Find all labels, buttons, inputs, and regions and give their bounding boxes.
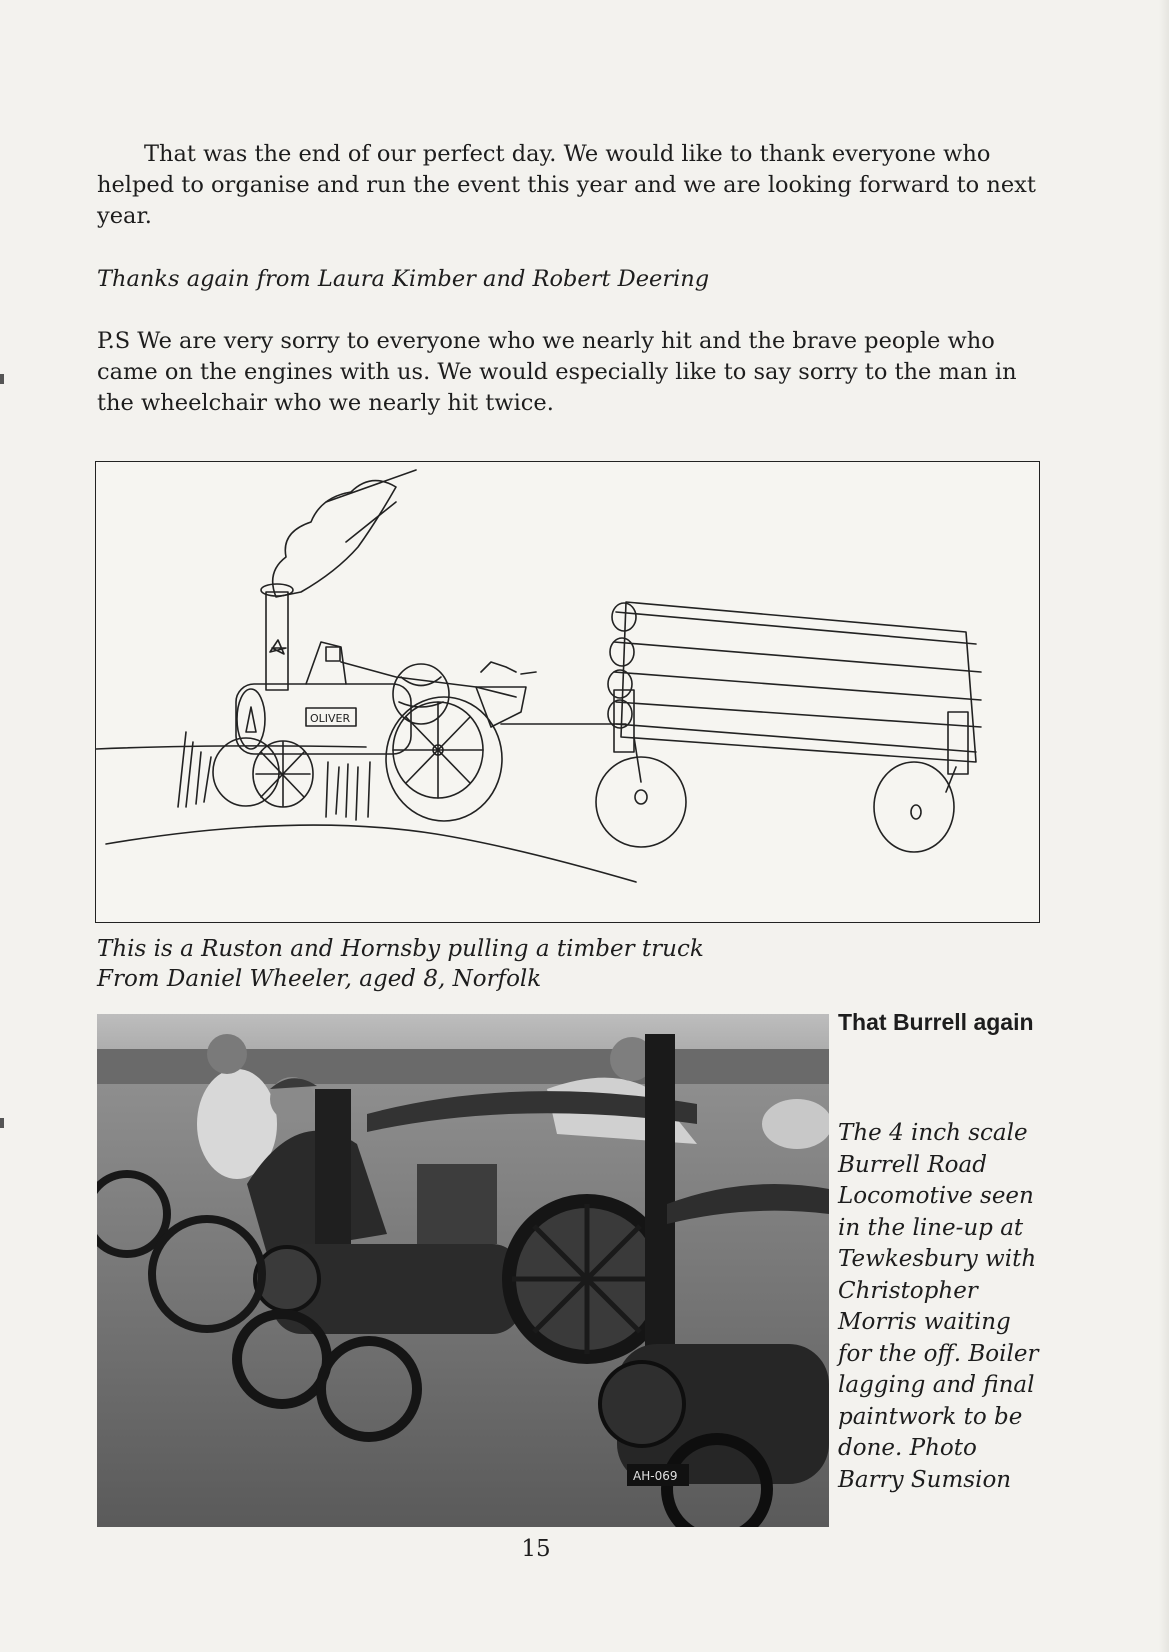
signoff-line: Thanks again from Laura Kimber and Robert Deering xyxy=(97,266,710,292)
drawing-caption xyxy=(97,934,857,994)
page-edge-shadow xyxy=(1159,0,1169,1652)
truck-wheel-rear xyxy=(874,762,954,852)
front-wheel-spokes xyxy=(256,742,310,806)
binding-mark xyxy=(0,1118,4,1128)
spectator-head xyxy=(207,1034,247,1074)
log-end xyxy=(612,603,636,631)
driver-seat xyxy=(326,647,340,661)
truck-wheel-front xyxy=(596,757,686,847)
canopy-rod xyxy=(341,662,516,697)
second-engine-smokebox xyxy=(600,1362,684,1446)
ground-line xyxy=(96,746,366,749)
smoke-plume xyxy=(273,481,396,597)
photo-scene xyxy=(97,1014,829,1527)
engine-cylinder xyxy=(417,1164,497,1244)
closing-paragraph: That was the end of our perfect day. We would like to thank everyone who helped to organise and run the event this year and we are looking forward to next year. xyxy=(97,141,1036,229)
binding-mark xyxy=(0,374,4,384)
background-tents xyxy=(97,1049,829,1084)
chimney-cap xyxy=(261,584,293,596)
drawing-caption-line-2: From Daniel Wheeler, aged 8, Norfolk xyxy=(97,966,542,992)
truck-wheel-hub xyxy=(911,805,921,819)
sun-hat xyxy=(762,1099,829,1149)
rear-wheel-spokes xyxy=(512,1204,662,1354)
log-end xyxy=(608,670,632,698)
child-drawing-frame xyxy=(95,461,1040,923)
truck-wheel-hub xyxy=(635,790,647,804)
flywheel xyxy=(393,664,449,724)
nameplate-text: OLIVER xyxy=(310,712,351,725)
chimney-star xyxy=(270,640,286,654)
rear-wheel-spokes xyxy=(393,702,483,798)
timber-logs xyxy=(614,612,981,752)
traction-engine-drawing xyxy=(96,462,1038,921)
truck-bolster xyxy=(948,712,968,774)
tender-detail xyxy=(481,662,536,674)
page-number: 15 xyxy=(521,1536,551,1562)
postscript-paragraph: P.S We are very sorry to everyone who we nearly hit and the brave people who came on the engines with us. We would especially like to say sorry to the man in the wheelchair who we nearly hit twice. xyxy=(97,328,1017,416)
drawing-caption-line-1: This is a Ruston and Hornsby pulling a timber truck xyxy=(97,936,704,962)
number-plate-text: AH-069 xyxy=(633,1469,678,1483)
burrell-locomotive-photo xyxy=(97,1014,829,1527)
rear-wheel xyxy=(386,697,502,821)
door-mark xyxy=(246,707,256,732)
ground-foreground xyxy=(106,825,636,882)
photo-caption: The 4 inch scale Burrell Road Locomotive seen in the line-up at Tewkesbury with Christopher Morris waiting for the off. Boiler lagging and final paintwork to be done. Photo Barry Sumsion xyxy=(838,1120,1039,1493)
smokebox-door xyxy=(237,689,265,749)
front-wheel xyxy=(213,738,279,806)
photo-title: That Burrell again xyxy=(838,1009,1034,1035)
